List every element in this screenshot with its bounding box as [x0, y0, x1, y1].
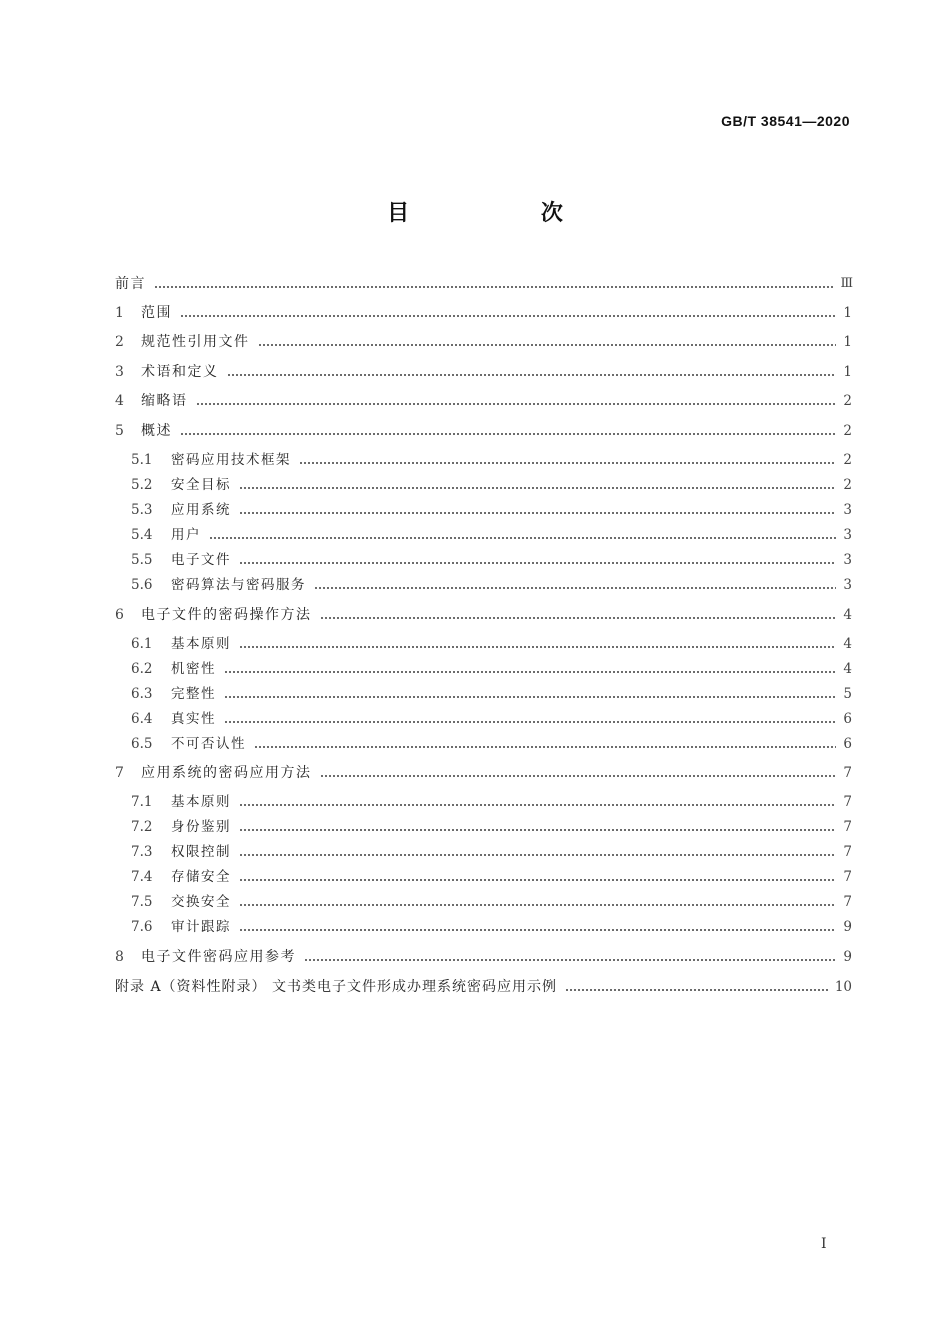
toc-entry-page: 7: [843, 794, 852, 810]
toc-entry-page: 4: [843, 661, 852, 677]
leader-dots: [258, 342, 837, 348]
toc-entry-label: 机密性: [171, 661, 216, 677]
toc-subentry[interactable]: [131, 525, 852, 545]
toc-entry-number: 5.5: [131, 552, 153, 568]
toc-entry-number: 6.4: [131, 711, 153, 727]
toc-entry-number: 7.2: [131, 819, 153, 835]
leader-dots: [239, 902, 836, 908]
toc-entry-number: 2: [115, 334, 124, 350]
toc-entry-number: 6: [115, 607, 124, 623]
toc-entry-page: 9: [843, 919, 852, 935]
leader-dots: [227, 372, 837, 378]
toc-entry-label: 不可否认性: [171, 736, 246, 752]
leader-dots: [320, 773, 837, 779]
toc-entry-number: 5.1: [131, 452, 153, 468]
toc-entry-number: 6.1: [131, 636, 153, 652]
toc-entry-label: 密码算法与密码服务: [171, 577, 306, 593]
toc-entry-label: 基本原则: [171, 636, 231, 652]
toc-entry-label: 存储安全: [171, 869, 231, 885]
toc-entry-page: 10: [834, 979, 852, 995]
toc-subentry[interactable]: [131, 734, 852, 754]
leader-dots: [239, 877, 836, 883]
toc-entry-page: 7: [843, 819, 852, 835]
leader-dots: [320, 615, 837, 621]
toc-entry-page: 2: [843, 423, 852, 439]
leader-dots: [224, 669, 836, 675]
toc-entry-label: 规范性引用文件: [141, 334, 250, 350]
toc-entry-number: 7: [115, 765, 124, 781]
leader-dots: [196, 401, 837, 407]
standard-code: GB/T 38541—2020: [721, 113, 850, 129]
toc-entry-number: 1: [115, 305, 124, 321]
toc-entry-page: Ⅲ: [840, 276, 852, 291]
toc-subentry[interactable]: [131, 634, 852, 654]
toc-entry-number: 5.3: [131, 502, 153, 518]
toc-entry-number: 8: [115, 949, 124, 965]
leader-dots: [224, 694, 836, 700]
leader-dots: [314, 585, 836, 591]
toc-entry[interactable]: [115, 763, 852, 783]
page-number: I: [821, 1236, 827, 1252]
toc-entry-page: 2: [843, 477, 852, 493]
toc-entry-label: 前言: [115, 276, 146, 292]
toc-entry-page: 4: [843, 607, 852, 623]
toc-subentry[interactable]: [131, 867, 852, 887]
toc-entry[interactable]: [115, 421, 852, 441]
toc-entry-number: 5.4: [131, 527, 153, 543]
toc-entry-number: 7.4: [131, 869, 153, 885]
toc-entry-page: 6: [843, 736, 852, 752]
leader-dots: [239, 927, 836, 933]
toc-subentry[interactable]: [131, 892, 852, 912]
toc-entry-label: 交换安全: [171, 894, 231, 910]
toc-entry-label: 附录 A（资料性附录） 文书类电子文件形成办理系统密码应用示例: [115, 979, 558, 995]
toc-entry-label: 范围: [141, 305, 172, 321]
toc-subentry[interactable]: [131, 684, 852, 704]
toc-entry[interactable]: [115, 303, 852, 323]
leader-dots: [254, 744, 836, 750]
leader-dots: [239, 827, 836, 833]
toc-entry-number: 6.5: [131, 736, 153, 752]
toc-entry-number: 5.6: [131, 577, 153, 593]
toc-entry[interactable]: [115, 332, 852, 352]
toc-entry-label: 应用系统: [171, 502, 231, 518]
leader-dots: [239, 510, 836, 516]
leader-dots: [209, 535, 836, 541]
toc-entry-page: 3: [843, 552, 852, 568]
toc-entry-number: 7.3: [131, 844, 153, 860]
toc-entry[interactable]: [115, 947, 852, 967]
leader-dots: [299, 460, 836, 466]
toc-subentry[interactable]: [131, 917, 852, 937]
toc-entry-number: 6.3: [131, 686, 153, 702]
toc-entry-number: 7.1: [131, 794, 153, 810]
toc-entry-page: 3: [843, 527, 852, 543]
toc-subentry[interactable]: [131, 575, 852, 595]
toc-entry-page: 9: [843, 949, 852, 965]
toc-entry-number: 6.2: [131, 661, 153, 677]
leader-dots: [304, 957, 836, 963]
toc-subentry[interactable]: [131, 709, 852, 729]
toc-entry-number: 3: [115, 364, 124, 380]
toc-entry-page: 7: [843, 869, 852, 885]
toc-entry-page: 2: [843, 393, 852, 409]
leader-dots: [154, 284, 834, 290]
toc-entry-label: 电子文件密码应用参考: [141, 949, 296, 965]
toc-entry[interactable]: [115, 391, 852, 411]
toc-entry-label: 术语和定义: [141, 364, 219, 380]
toc-entry-label: 概述: [141, 423, 172, 439]
toc-entry-number: 7.6: [131, 919, 153, 935]
leader-dots: [239, 802, 836, 808]
toc-subentry[interactable]: [131, 500, 852, 520]
toc-subentry[interactable]: [131, 450, 852, 470]
toc-entry-page: 1: [843, 334, 852, 350]
toc-entry-label: 基本原则: [171, 794, 231, 810]
leader-dots: [239, 644, 836, 650]
toc-entry-label: 密码应用技术框架: [171, 452, 291, 468]
toc-entry-label: 安全目标: [171, 477, 231, 493]
toc-entry-page: 7: [843, 765, 852, 781]
toc-entry-page: 4: [843, 636, 852, 652]
toc-entry-page: 5: [843, 686, 852, 702]
toc-entry-page: 1: [843, 364, 852, 380]
toc-subentry[interactable]: [131, 550, 852, 570]
toc-entry-number: 4: [115, 393, 124, 409]
toc-entry-page: 7: [843, 894, 852, 910]
toc-entry-page: 3: [843, 502, 852, 518]
leader-dots: [180, 431, 836, 437]
toc-entry-preface[interactable]: [115, 274, 852, 294]
toc-entry[interactable]: [115, 605, 852, 625]
toc-entry-number: 7.5: [131, 894, 153, 910]
toc-entry-label: 真实性: [171, 711, 216, 727]
toc-subentry[interactable]: [131, 842, 852, 862]
toc-entry-page: 6: [843, 711, 852, 727]
leader-dots: [239, 852, 836, 858]
leader-dots: [239, 485, 836, 491]
toc-entry-label: 应用系统的密码应用方法: [141, 765, 312, 781]
toc-entry-page: 2: [843, 452, 852, 468]
toc-entry[interactable]: [115, 362, 852, 382]
toc-entry-page: 1: [843, 305, 852, 321]
toc-subentry[interactable]: [131, 659, 852, 679]
toc-entry-number: 5: [115, 423, 124, 439]
leader-dots: [565, 987, 829, 993]
toc-title: 目 次: [387, 201, 625, 226]
toc-entry-page: 7: [843, 844, 852, 860]
toc-subentry[interactable]: [131, 475, 852, 495]
leader-dots: [239, 560, 836, 566]
toc-entry-label: 用户: [171, 527, 201, 543]
toc-entry-appendix-a[interactable]: [115, 977, 852, 997]
toc-entry-label: 电子文件: [171, 552, 231, 568]
toc-entry-number: 5.2: [131, 477, 153, 493]
leader-dots: [224, 719, 836, 725]
toc-entry-page: 3: [843, 577, 852, 593]
toc-entry-label: 完整性: [171, 686, 216, 702]
toc-subentry[interactable]: [131, 817, 852, 837]
toc-subentry[interactable]: [131, 792, 852, 812]
toc-entry-label: 缩略语: [141, 393, 188, 409]
leader-dots: [180, 313, 836, 319]
toc-entry-label: 权限控制: [171, 844, 231, 860]
toc-entry-label: 电子文件的密码操作方法: [141, 607, 312, 623]
toc-entry-label: 审计跟踪: [171, 919, 231, 935]
toc-entry-label: 身份鉴别: [171, 819, 231, 835]
